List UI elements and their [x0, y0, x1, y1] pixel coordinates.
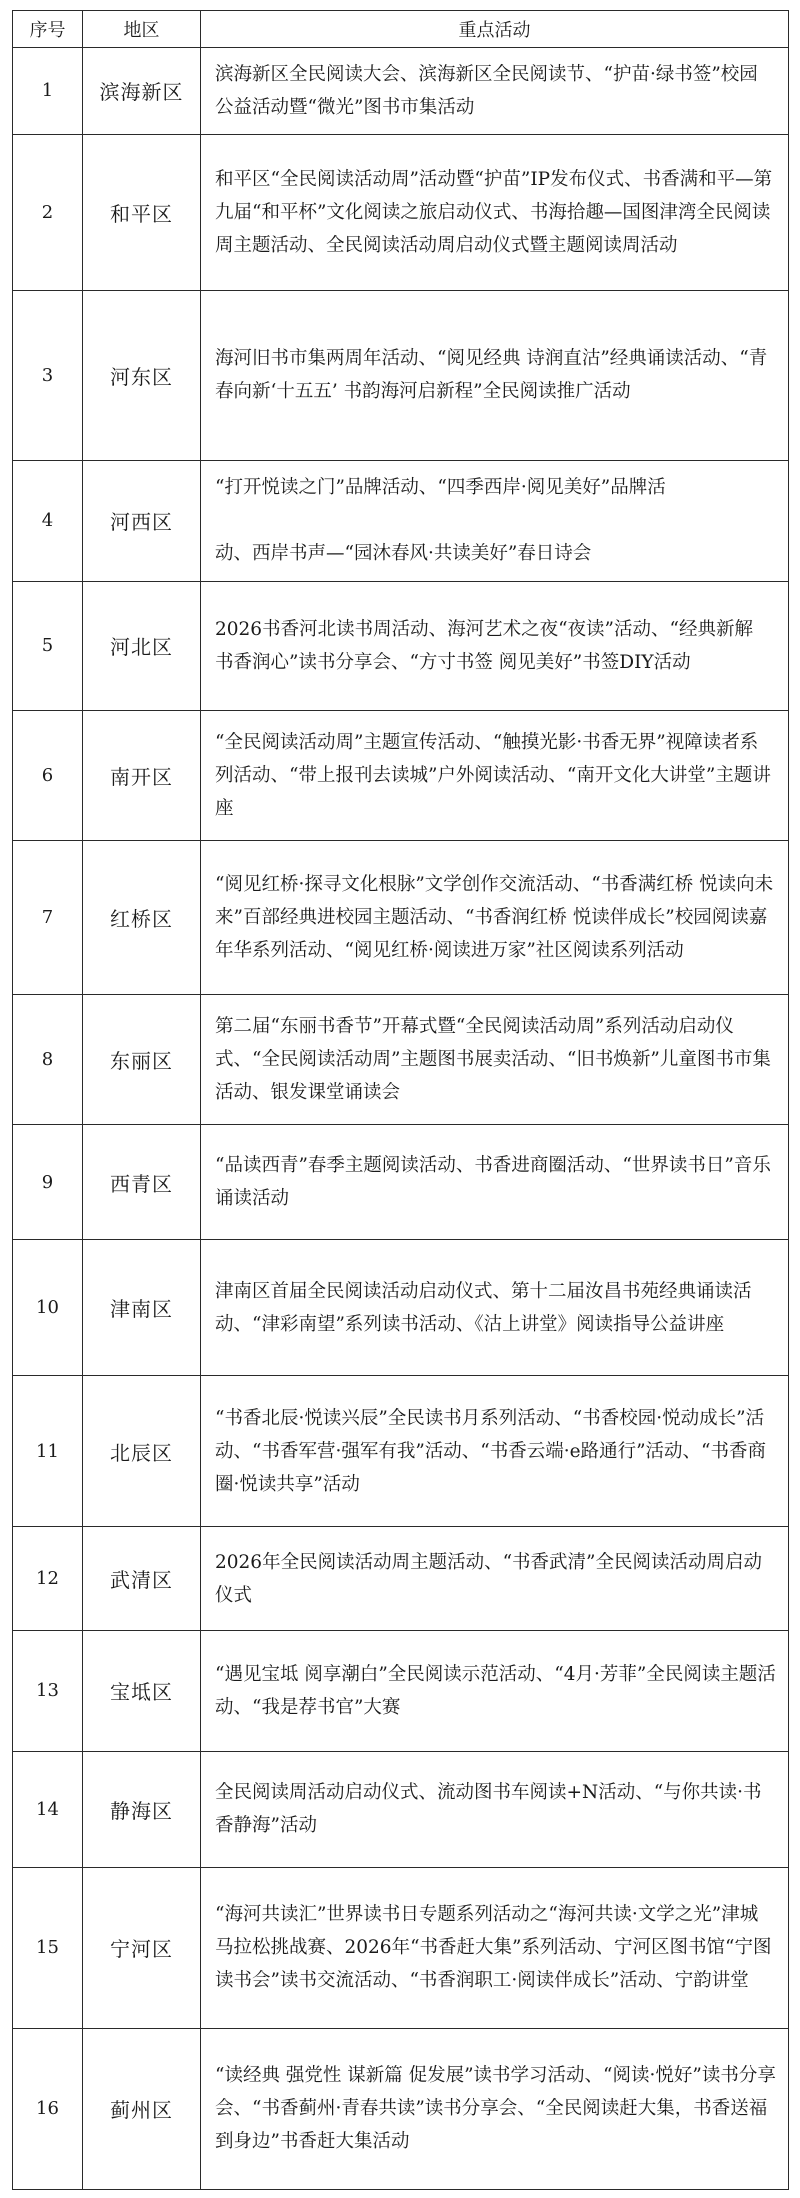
table-row	[13, 1867, 789, 2028]
row-number: 13	[13, 1630, 83, 1751]
row-region: 红桥区	[83, 840, 201, 994]
table-row	[13, 290, 789, 460]
table-row	[13, 1125, 789, 1240]
table-row	[13, 1630, 789, 1751]
row-activity: 第二届“东丽书香节”开幕式暨“全民阅读活动周”系列活动启动仪式、“全民阅读活动周”主题图书展卖活动、“旧书焕新”儿童图书市集活动、银发课堂诵读会	[201, 994, 789, 1125]
row-activity: “品读西青”春季主题阅读活动、书香进商圈活动、“世界读书日”音乐诵读活动	[201, 1125, 789, 1240]
row-region: 西青区	[83, 1125, 201, 1240]
row-region: 河东区	[83, 290, 201, 460]
header-row	[13, 11, 789, 48]
row-activity: “书香北辰·悦读兴辰”全民读书月系列活动、“书香校园·悦动成长”活动、“书香军营·强军有我”活动、“书香云端·e路通行”活动、“书香商圈·悦读共享”活动	[201, 1376, 789, 1527]
row-region: 南开区	[83, 710, 201, 840]
row-region: 宝坻区	[83, 1630, 201, 1751]
header-no: 序号	[13, 11, 83, 48]
row-region: 宁河区	[83, 1867, 201, 2028]
table-row	[13, 48, 789, 135]
row-number: 8	[13, 994, 83, 1125]
table-row	[13, 840, 789, 994]
row-number: 12	[13, 1527, 83, 1631]
row-region: 静海区	[83, 1751, 201, 1867]
row-number: 15	[13, 1867, 83, 2028]
table-row	[13, 710, 789, 840]
table-row	[13, 1527, 789, 1631]
row-number: 3	[13, 290, 83, 460]
row-region: 武清区	[83, 1527, 201, 1631]
row-activity: 和平区“全民阅读活动周”活动暨“护苗”IP发布仪式、书香满和平—第九届“和平杯”文化阅读之旅启动仪式、书海拾趣—国图津湾全民阅读周主题活动、全民阅读活动周启动仪式暨主题阅读周活动	[201, 134, 789, 290]
table-row	[13, 581, 789, 710]
row-activity: 津南区首届全民阅读活动启动仪式、第十二届汝昌书苑经典诵读活动、“津彩南望”系列读书活动、《沽上讲堂》阅读指导公益讲座	[201, 1240, 789, 1376]
row-activity: “全民阅读活动周”主题宣传活动、“触摸光影·书香无界”视障读者系列活动、“带上报刊去读城”户外阅读活动、“南开文化大讲堂”主题讲座	[201, 710, 789, 840]
table-row	[13, 134, 789, 290]
row-region: 东丽区	[83, 994, 201, 1125]
row-number: 10	[13, 1240, 83, 1376]
row-region: 津南区	[83, 1240, 201, 1376]
row-activity: “海河共读汇”世界读书日专题系列活动之“海河共读·文学之光”津城马拉松挑战赛、2026年“书香赶大集”系列活动、宁河区图书馆“宁图读书会”读书交流活动、“书香润职工·阅读伴成长”活动、宁韵讲堂	[201, 1867, 789, 2028]
row-activity: 2026年全民阅读活动周主题活动、“书香武清”全民阅读活动周启动仪式	[201, 1527, 789, 1631]
table-row	[13, 994, 789, 1125]
header-region: 地区	[83, 11, 201, 48]
row-activity: 海河旧书市集两周年活动、“阅见经典 诗润直沽”经典诵读活动、“青春向新‘十五五’ 书韵海河启新程”全民阅读推广活动	[201, 290, 789, 460]
row-activity: “阅见红桥·探寻文化根脉”文学创作交流活动、“书香满红桥 悦读向未来”百部经典进校园主题活动、“书香润红桥 悦读伴成长”校园阅读嘉年华系列活动、“阅见红桥·阅读进万家”社区阅读系列活动	[201, 840, 789, 994]
row-region: 滨海新区	[83, 48, 201, 135]
header-activity: 重点活动	[201, 11, 789, 48]
row-number: 4	[13, 460, 83, 581]
row-number: 2	[13, 134, 83, 290]
row-activity: “读经典 强党性 谋新篇 促发展”读书学习活动、“阅读·悦好”读书分享会、“书香蓟州·青春共读”读书分享会、“全民阅读赶大集，书香送福到身边”书香赶大集活动	[201, 2028, 789, 2189]
row-activity: “遇见宝坻 阅享潮白”全民阅读示范活动、“4月·芳菲”全民阅读主题活动、“我是荐书官”大赛	[201, 1630, 789, 1751]
table-row	[13, 1240, 789, 1376]
row-number: 14	[13, 1751, 83, 1867]
activities-table	[12, 10, 789, 2190]
row-region: 河西区	[83, 460, 201, 581]
row-region: 河北区	[83, 581, 201, 710]
row-number: 9	[13, 1125, 83, 1240]
row-region: 和平区	[83, 134, 201, 290]
row-activity: 滨海新区全民阅读大会、滨海新区全民阅读节、“护苗·绿书签”校园公益活动暨“微光”图书市集活动	[201, 48, 789, 135]
table-row	[13, 2028, 789, 2189]
table-row	[13, 1751, 789, 1867]
row-number: 5	[13, 581, 83, 710]
row-number: 6	[13, 710, 83, 840]
row-number: 7	[13, 840, 83, 994]
row-activity: 全民阅读周活动启动仪式、流动图书车阅读+N活动、“与你共读·书香静海”活动	[201, 1751, 789, 1867]
table-row	[13, 460, 789, 581]
row-number: 16	[13, 2028, 83, 2189]
row-region: 蓟州区	[83, 2028, 201, 2189]
row-activity: 2026书香河北读书周活动、海河艺术之夜“夜读”活动、“经典新解 书香润心”读书分享会、“方寸书签 阅见美好”书签DIY活动	[201, 581, 789, 710]
row-number: 11	[13, 1376, 83, 1527]
table-row	[13, 1376, 789, 1527]
row-region: 北辰区	[83, 1376, 201, 1527]
row-number: 1	[13, 48, 83, 135]
row-activity: “打开悦读之门”品牌活动、“四季西岸·阅见美好”品牌活 动、西岸书声—“园沐春风·共读美好”春日诗会	[201, 460, 789, 581]
